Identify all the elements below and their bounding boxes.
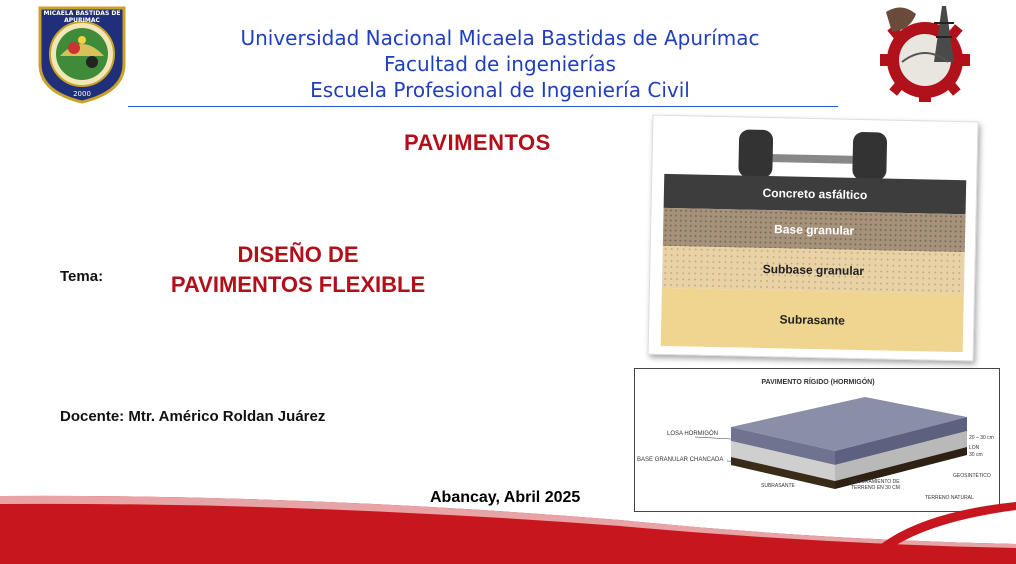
date-location: Abancay, Abril 2025: [430, 489, 581, 506]
header-divider: [128, 106, 838, 107]
layer-base: Base granular: [663, 208, 966, 252]
topic-line-1: DISEÑO DE: [237, 242, 359, 267]
label-losa: LOSA HORMIGÓN: [667, 431, 719, 437]
university-name: Universidad Nacional Micaela Bastidas de Apurímac: [240, 26, 760, 50]
course-title: PAVIMENTOS: [404, 130, 551, 155]
layer-subbase: Subbase granular: [662, 246, 965, 294]
layer-asphalt: Concreto asfáltico: [664, 174, 967, 214]
faculty-emblem: [872, 2, 978, 102]
label-base: BASE GRANULAR CHANCADA: [637, 457, 724, 463]
label-subrasante: SUBRASANTE: [761, 483, 795, 489]
university-logo: [36, 4, 128, 104]
wheel-left: [738, 129, 773, 178]
label-geosintetico: GEOSINTÉTICO: [953, 473, 991, 479]
label-thickness-3: 30 cm: [969, 452, 983, 458]
label-mejoramiento: MEJORAMIENTO DE TERRENO EN 30 CM: [851, 479, 900, 491]
topic-label: Tema:: [60, 268, 104, 285]
layer-subgrade: Subrasante: [661, 288, 964, 352]
logo-year: 2000: [73, 90, 91, 98]
label-thickness-1: 20 – 30 cm: [969, 435, 994, 441]
school-name: Escuela Profesional de Ingeniería Civil: [310, 78, 690, 102]
wheel-right: [852, 132, 887, 181]
topic-line-2: PAVIMENTOS FLEXIBLE: [170, 272, 426, 297]
faculty-name: Facultad de ingenierías: [384, 52, 616, 76]
label-thickness-2: LON: [969, 445, 980, 451]
logo-ring-text: MICAELA BASTIDAS DE APURIMAC: [43, 10, 121, 24]
label-terreno: TERRENO NATURAL: [925, 495, 974, 501]
flexible-pavement-figure: [648, 115, 979, 362]
teacher-name: Docente: Mtr. Américo Roldan Juárez: [60, 408, 326, 425]
rigid-figure-title: PAVIMENTO RÍGIDO (HORMIGÓN): [761, 379, 875, 386]
